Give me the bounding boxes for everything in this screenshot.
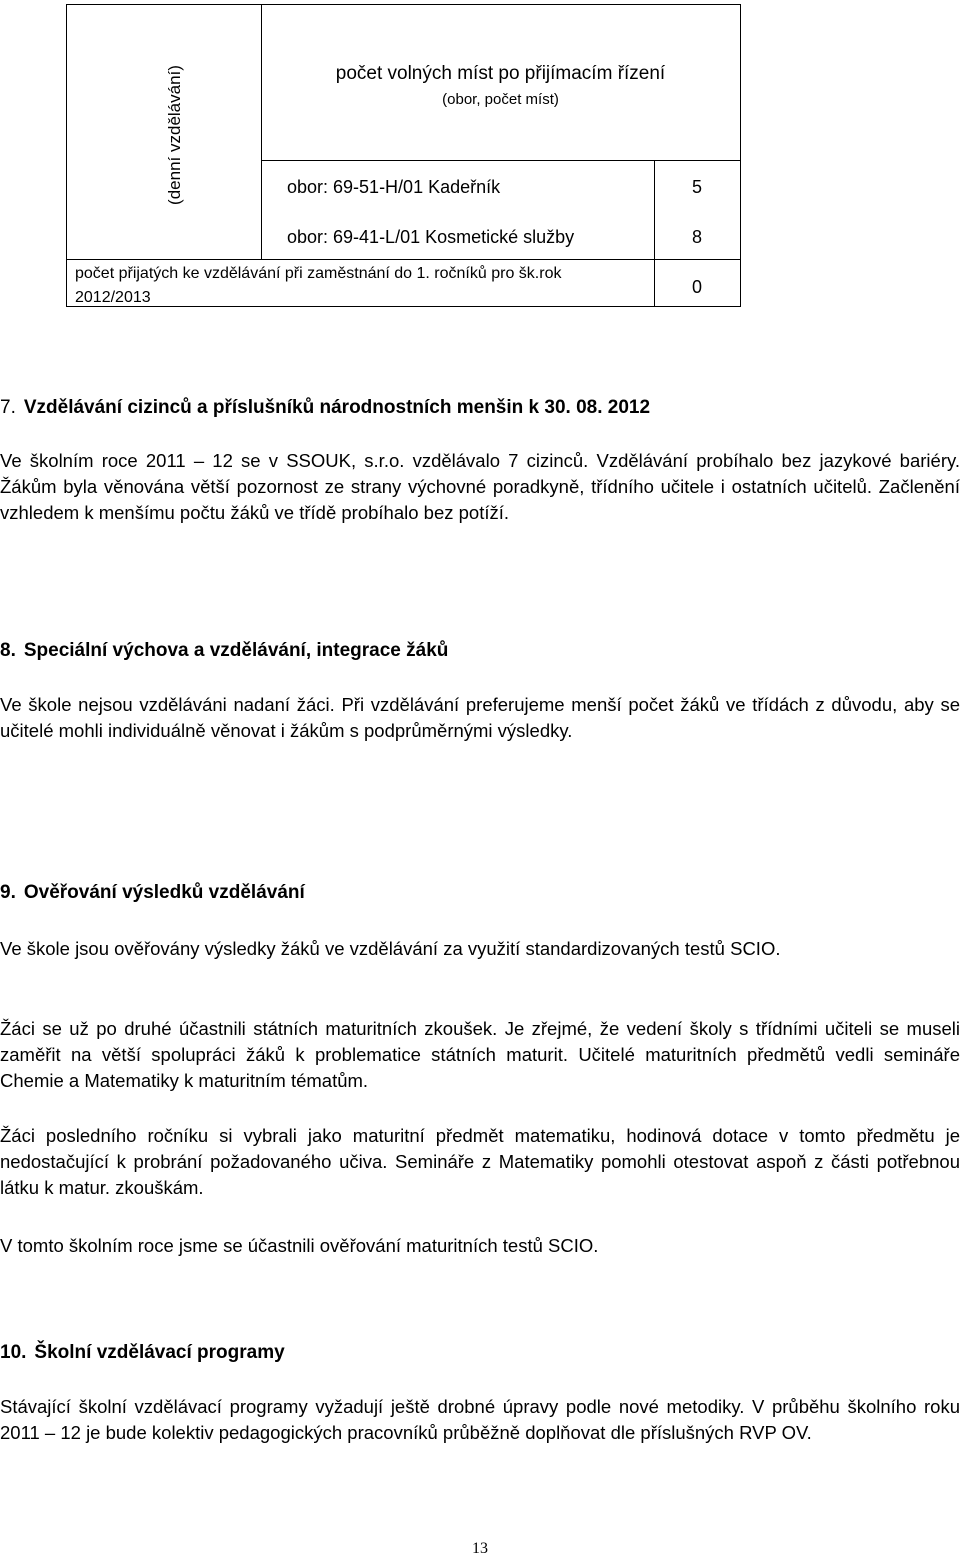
table-header-title: počet volných míst po přijímacím řízení (335, 63, 666, 84)
section-9-paragraph: V tomto školním roce jsme se účastnili ověřování maturitních testů SCIO. (0, 1235, 599, 1256)
section-number: 9. (0, 882, 16, 903)
section-title: Školní vzdělávací programy (34, 1342, 285, 1363)
section-number: 10. (0, 1342, 27, 1363)
section-9-paragraph: Žáci posledního ročníku si vybrali jako maturitní předmět matematiku, hodinová dotace v tomto předmětu je nedostačující k probrání požadovaného učiva. Semináře z Matematiky pomohli otestovat aspoň z části potřebnou látku k matur. zkouškám. (0, 1125, 960, 1198)
section-9-paragraph: Žáci se už po druhé účastnili státních maturitních zkoušek. Je zřejmé, že vedení školy s třídními učiteli se museli zaměřit na větší spolupráci žáků k problematice státních maturit. Učitelé maturitních předmětů vedli semináře Chemie a Matematiky k maturitním tématům. (0, 1018, 960, 1091)
table-footer-label: počet přijatých ke vzdělávání při zaměstnání do 1. ročníků pro šk.rok 2012/2013 (75, 265, 562, 306)
admissions-table (66, 4, 741, 307)
table-divider (67, 259, 740, 260)
table-row-label: obor: 69-41-L/01 Kosmetické služby (287, 227, 575, 247)
section-number: 8. (0, 640, 16, 661)
table-row-value: 8 (691, 227, 702, 247)
section-title: Ověřování výsledků vzdělávání (23, 882, 305, 903)
table-row-label: obor: 69-51-H/01 Kadeřník (287, 177, 501, 197)
page-number: 13 (472, 1540, 488, 1557)
table-row-value: 5 (691, 177, 702, 197)
section-7-heading (0, 397, 650, 419)
section-title: Vzdělávání cizinců a příslušníků národnostních menšin k 30. 08. 2012 (23, 397, 651, 418)
section-9-heading (0, 882, 305, 904)
rotated-label-cell (165, 17, 185, 253)
section-8-paragraph: Ve škole nejsou vzděláváni nadaní žáci. Při vzdělávání preferujeme menší počet žáků ve třídách z důvodu, aby se učitelé mohli individuálně věnovat i žákům s podprůměrnými výsledky. (0, 694, 960, 741)
table-footer-value: 0 (691, 277, 702, 297)
section-9-paragraph: Ve škole jsou ověřovány výsledky žáků ve vzdělávání za využití standardizovaných testů SCIO. (0, 938, 781, 959)
rotated-label: (denní vzdělávání) (165, 65, 184, 205)
section-title: Speciální výchova a vzdělávání, integrace žáků (23, 640, 449, 661)
section-10-paragraph: Stávající školní vzdělávací programy vyžadují ještě drobné úpravy podle nové metodiky. V průběhu školního roku 2011 – 12 je bude kolektiv pedagogických pracovníků průběžně doplňovat dle příslušných RVP OV. (0, 1396, 960, 1443)
table-divider (261, 160, 740, 161)
table-header-subtitle: (obor, počet míst) (442, 91, 559, 108)
section-number: 7. (0, 397, 16, 418)
section-8-heading (0, 640, 448, 662)
table-divider (261, 5, 262, 259)
section-10-heading (0, 1342, 285, 1364)
section-7-paragraph: Ve školním roce 2011 – 12 se v SSOUK, s.r.o. vzdělávalo 7 cizinců. Vzdělávání probíhalo bez jazykové bariéry. Žákům byla věnována větší pozornost ze strany výchovné poradkyně, třídního učitele i ostatních učitelů. Začlenění vzhledem k menšímu počtu žáků ve třídě probíhalo bez potíží. (0, 450, 960, 523)
